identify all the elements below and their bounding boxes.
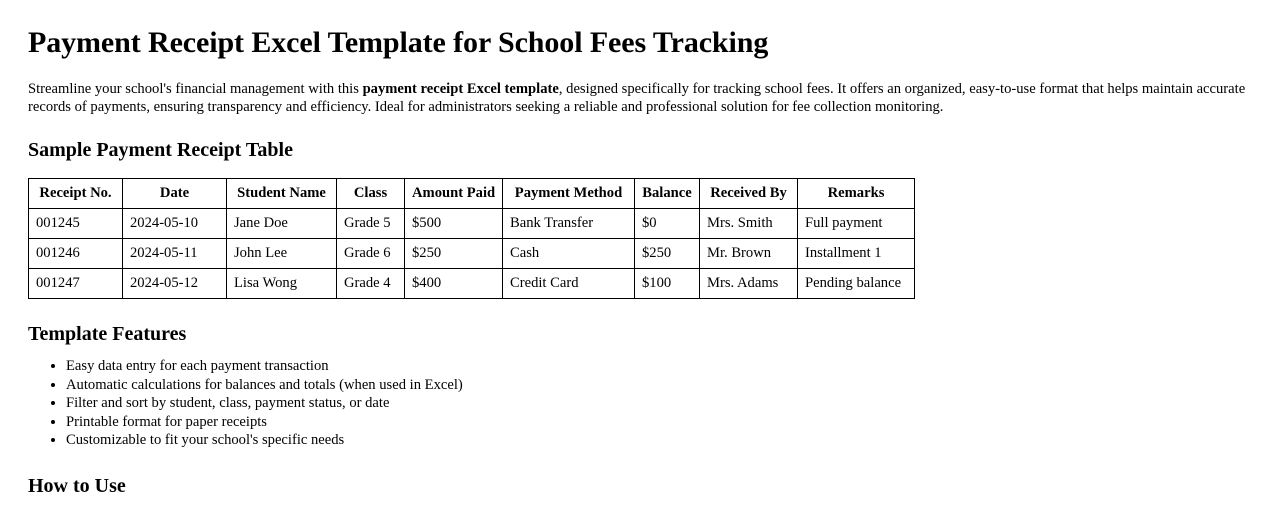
- cell-receipt-no: 001245: [29, 209, 123, 239]
- column-header-class: Class: [337, 179, 405, 209]
- column-header-receipt-no: Receipt No.: [29, 179, 123, 209]
- cell-receipt-no: 001247: [29, 269, 123, 299]
- column-header-payment-method: Payment Method: [503, 179, 635, 209]
- column-header-date: Date: [123, 179, 227, 209]
- template-features-list: [28, 357, 1250, 450]
- cell-payment-method: Cash: [503, 239, 635, 269]
- column-header-amount-paid: Amount Paid: [405, 179, 503, 209]
- cell-date: 2024-05-10: [123, 209, 227, 239]
- list-item: • Customizable to fit your school's specific needs: [66, 431, 1250, 450]
- cell-student-name: Lisa Wong: [227, 269, 337, 299]
- intro-text-before-bold: Streamline your school's financial management with this: [28, 80, 363, 97]
- list-item: • Printable format for paper receipts: [66, 413, 1250, 432]
- cell-class: Grade 4: [337, 269, 405, 299]
- cell-payment-method: Credit Card: [503, 269, 635, 299]
- how-to-use-heading: How to Use: [28, 474, 126, 497]
- cell-received-by: Mrs. Adams: [700, 269, 798, 299]
- cell-received-by: Mrs. Smith: [700, 209, 798, 239]
- cell-remarks: Full payment: [798, 209, 915, 239]
- page-title: Payment Receipt Excel Template for School Fees Tracking: [28, 26, 769, 59]
- cell-student-name: Jane Doe: [227, 209, 337, 239]
- column-header-received-by: Received By: [700, 179, 798, 209]
- cell-remarks: Pending balance: [798, 269, 915, 299]
- cell-balance: $0: [635, 209, 700, 239]
- cell-received-by: Mr. Brown: [700, 239, 798, 269]
- list-item: • Automatic calculations for balances and totals (when used in Excel): [66, 376, 1250, 395]
- cell-remarks: Installment 1: [798, 239, 915, 269]
- column-header-balance: Balance: [635, 179, 700, 209]
- cell-amount-paid: $400: [405, 269, 503, 299]
- cell-balance: $100: [635, 269, 700, 299]
- cell-amount-paid: $250: [405, 239, 503, 269]
- cell-class: Grade 6: [337, 239, 405, 269]
- list-item: • Filter and sort by student, class, payment status, or date: [66, 394, 1250, 413]
- intro-text-after-bold: , designed specifically for tracking school fees. It offers an organized, easy-to-use format that helps maintain accurate records of payments, ensuring transparency and efficiency. Ideal for administrators seeking a reliable and professional solution for fee collection monitoring.: [28, 80, 1246, 115]
- table-header-row: [29, 179, 915, 209]
- intro-paragraph: [28, 80, 1250, 116]
- cell-student-name: John Lee: [227, 239, 337, 269]
- cell-receipt-no: 001246: [29, 239, 123, 269]
- payment-receipt-table: [28, 178, 915, 299]
- cell-date: 2024-05-12: [123, 269, 227, 299]
- list-item: • Easy data entry for each payment transaction: [66, 357, 1250, 376]
- table-row: [29, 239, 915, 269]
- table-row: [29, 209, 915, 239]
- cell-balance: $250: [635, 239, 700, 269]
- intro-bold-phrase: payment receipt Excel template: [362, 80, 559, 97]
- sample-table-heading: Sample Payment Receipt Table: [28, 139, 293, 162]
- cell-amount-paid: $500: [405, 209, 503, 239]
- column-header-remarks: Remarks: [798, 179, 915, 209]
- cell-class: Grade 5: [337, 209, 405, 239]
- cell-payment-method: Bank Transfer: [503, 209, 635, 239]
- template-features-heading: Template Features: [28, 323, 187, 346]
- column-header-student-name: Student Name: [227, 179, 337, 209]
- table-row: [29, 269, 915, 299]
- document-page: [0, 26, 1278, 498]
- cell-date: 2024-05-11: [123, 239, 227, 269]
